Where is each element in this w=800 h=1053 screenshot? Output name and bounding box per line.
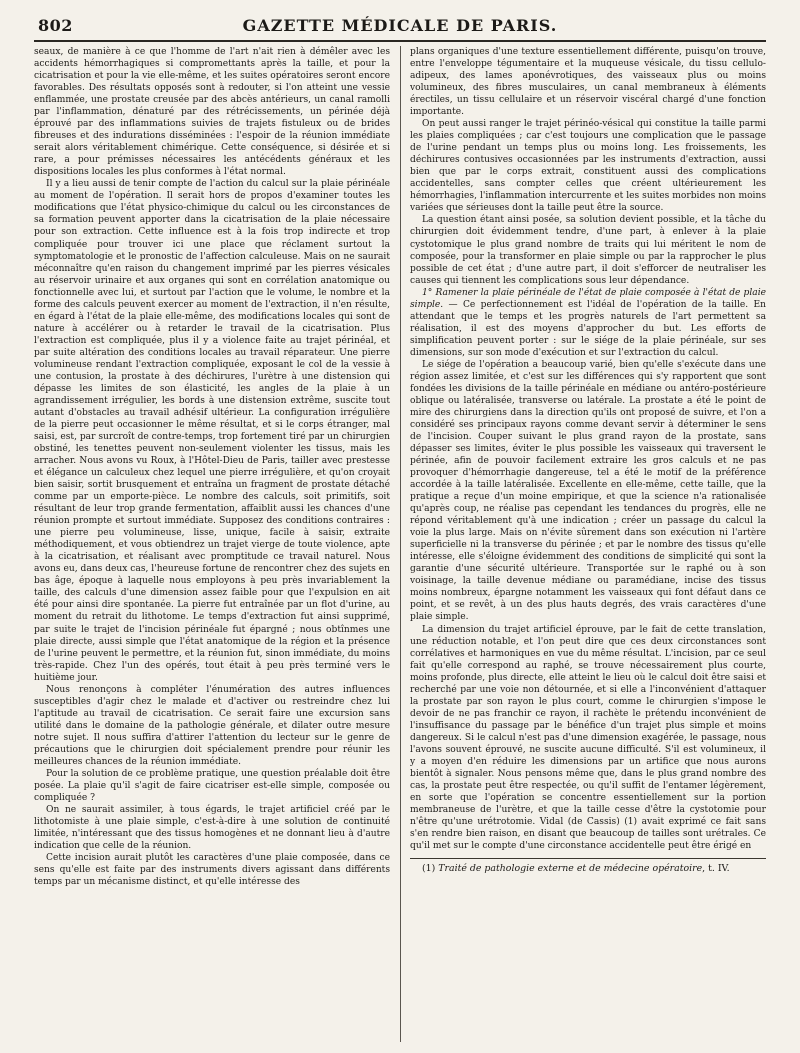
- paragraph: seaux, de manière à ce que l'homme de l'art n'ait rien à démêler avec les accidents hémorrhagiques si compromettants après la taille, et pour la cicatrisation et pour la vie elle-même, et les suites opératoires seront encore favorables. Des résultats opposés sont à redouter, si l'on atteint une vessie enflammée, une prostate creusée par des abcès antérieurs, un canal ramolli par l'inflammation, dénaturé par des rétrécissements, un périnée déjà éprouvé par des inflammations suivies de trajets fistuleux ou de brides fibreuses et des indurations disséminées : l'espoir de la réunion immédiate serait alors véritablement chimérique. Cette conséquence, si désirée et si rare, a pour prémisses nécessaires les antécédents généraux et les dispositions locales les plus conformes à l'état normal.: [34, 47, 390, 178]
- journal-title: GAZETTE MÉDICALE DE PARIS.: [242, 16, 558, 35]
- footnote-divider: [410, 858, 766, 875]
- right-column: [410, 46, 766, 1042]
- footnote: [410, 863, 766, 875]
- page-number: 802: [38, 16, 73, 35]
- paragraph: On ne saurait assimiler, à tous égards, le trajet artificiel créé par le lithotomiste à une plaie simple, c'est-à-dire à une solution de continuité limitée, n'intéressant que des tissus homogènes et ne donnant lieu à d'autre indication que celle de la réunion.: [34, 804, 390, 852]
- footnote-suffix: , t. IV.: [702, 863, 730, 875]
- paragraph: La dimension du trajet artificiel éprouve, par le fait de cette translation, une réduction notable, et l'on peut dire que ces deux circonstances sont corrélatives et harmoniques en vue du même résultat. L'incision, par ce seul fait qu'elle correspond au raphé, se trouve nécessairement plus courte, moins profonde, plus directe, elle atteint le lieu où le calcul doit être saisi et recherché par une voie non détournée, et si elle a l'inconvénient d'attaquer la prostate par son rayon le plus court, comme le chirurgien s'impose le devoir de ne pas franchir ce rayon, il rachète le prétendu inconvénient de l'insuffisance du passage par le bénéfice d'un trajet plus simple et moins dangereux. Si le calcul n'est pas d'une dimension exagérée, le passage, nous l'avons souvent éprouvé, ne suscite aucune difficulté. S'il est volumineux, il y a moyen d'en réduire les dimensions par un artifice que nous aurons bientôt à signaler. Nous pensons même que, dans le plus grand nombre des cas, la prostate peut être respectée, ou qu'il suffit de l'entamer légèrement, en sorte que l'opération se concentre essentiellement sur la portion membraneuse de l'urètre, et que la taille cesse d'être la cystotomie pour n'être qu'une urétrotomie. Vidal (de Cassis) (1) avait exprimé ce fait sans s'en rendre bien raison, en disant que beaucoup de tailles sont urétrales. Ce qu'il met sur le compte d'une circonstance accidentelle peut être érigé en: [410, 624, 766, 852]
- paragraph: La question étant ainsi posée, sa solution devient possible, et la tâche du chirurgien doit évidemment tendre, d'une part, à enlever à la plaie cystotomique le plus grand nombre de traits qui lui méritent le nom de composée, pour la transformer en plaie simple ou par la rapprocher le plus possible de cet état ; d'une autre part, il doit s'efforcer de neutraliser les causes qui tiennent les complications sous leur dépendance.: [410, 215, 766, 286]
- column-divider: [400, 46, 401, 1042]
- text-columns: [34, 46, 766, 1042]
- paragraph: Le siége de l'opération a beaucoup varié, bien qu'elle s'exécute dans une région assez limitée, et c'est sur les différences qui s'y rapportent que sont fondées les divisions de la taille périnéale en médiane ou antéro-postérieure oblique ou latéralisée, transverse ou latérale. La prostate a été le point de mire des chirurgiens dans la direction qu'ils ont proposé de suivre, et l'on a considéré ses principaux rayons comme devant servir à déterminer le sens de l'incision. Couper suivant le plus grand rayon de la prostate, sans dépasser ses limites, éviter le plus possible les vaisseaux qui traversent le périnée, afin de pouvoir facilement extraire les gros calculs et ne pas provoquer d'hémorrhagie dangereuse, tel a été le motif de la préférence accordée à la taille latéralisée. Excellente en elle-même, cette taille, que la pratique a reçue d'un moine empirique, et que la science n'a rationalisée qu'après coup, ne réalise pas cependant les tendances du progrès, elle ne répond véritablement qu'à une indication ; créer un passage du calcul la voie la plus large. Mais on n'évite sûrement dans son exécution ni l'artère superficielle ni la transverse du périnée ; et par le nombre des tissus qu'elle intéresse, elle s'éloigne évidemment des conditions de simplicité qui sont la garantie d'une sécurité ultérieure. Transportée sur le raphé ou à son voisinage, la taille devenue médiane ou paramédiane, incise des tissus moins nombreux, épargne notamment les vaisseaux qui font défaut dans ce point, et se revêt, à un des plus hauts degrés, des vrais caractères d'une plaie simple.: [410, 359, 766, 623]
- paragraph: Il y a lieu aussi de tenir compte de l'action du calcul sur la plaie périnéale au moment de l'opération. Il serait hors de propos d'examiner toutes les modifications que l'état physico-chimique du calcul ou les circonstances de sa formation peuvent apporter dans la cicatrisation de la plaie nécessaire pour son extraction. Cette influence est à la fois trop indirecte et trop compliquée pour trouver ici une place que réclament surtout la symptomatologie et le pronostic de l'affection calculeuse. Mais on ne saurait méconnaître qu'en raison du changement imprimé par les pierres vésicales au réservoir urinaire et aux organes qui sont en corrélation anatomique ou fonctionnelle avec lui, et surtout par l'action que le volume, le nombre et la forme des calculs peuvent exercer au moment de l'extraction, il n'en résulte, en égard à l'état de la plaie elle-même, des modifications locales qui sont de nature à accélérer ou à retarder le travail de la cicatrisation. Plus l'extraction est compliquée, plus il y a violence faite au trajet périnéal, et par suite altération des conditions locales au travail réparateur. Une pierre volumineuse rendant l'extraction compliquée, exposant le col de la vessie à une contusion, la prostate à des déchirures, l'urètre à une distension qui dépasse les limites de son élasticité, les angles de la plaie à un agrandissement irrégulier, les bords à une distension extrême, suscite tout autant d'obstacles au travail adhésif ultérieur. La configuration irrégulière de la pierre peut occasionner le même résultat, et si le corps étranger, mal saisi, est, par surcroît de contre-temps, trop fortement tiré par un chirurgien obstiné, les tenettes peuvent non-seulement violenter les tissus, mais les arracher. Nous avons vu Roux, à l'Hôtel-Dieu de Paris, tailler avec prestesse et élégance un calculeux chez lequel une pierre irrégulière, et qu'on croyait bien saisir, sortit brusquement et entraîna un fragment de prostate détaché comme par un emporte-pièce. Le nombre des calculs, soit primitifs, soit résultant de leur trop grande fermentation, affaiblit aussi les chances d'une réunion prompte et surtout immédiate. Supposez des conditions contraires : une pierre peu volumineuse, lisse, unique, facile à saisir, extraite méthodiquement, et vous obtiendrez un trajet vierge de toute violence, apte à la cicatrisation, et réalisant avec promptitude ce travail naturel. Nous avons eu, dans deux cas, l'heureuse fortune de rencontrer chez des sujets en bas âge, époque à laquelle nous employons à peu près invariablement la taille, des calculs d'une dimension assez faible pour que l'expulsion en ait été pour ainsi dire spontanée. La pierre fut entraînée par un flot d'urine, au moment du retrait du lithotome. Le temps d'extraction fut ainsi supprimé, par suite le trajet de l'incision périnéale fut épargné ; nous obtînmes une plaie directe, aussi simple que l'état anatomique de la région et la présence de l'urine peuvent le permettre, et la réunion fut, sinon immédiate, du moins très-rapide. Chez l'un des opérés, tout était à peu près terminé vers le huitième jour.: [34, 179, 390, 683]
- page-header: [34, 14, 766, 42]
- paragraph: plans organiques d'une texture essentiellement différente, puisqu'on trouve, entre l'enveloppe tégumentaire et la muqueuse vésicale, du tissu cellulo-adipeux, des lames aponévrotiques, des vaisseaux plus ou moins volumineux, des fibres musculaires, un canal membraneux à éléments érectiles, un tissu cellulaire et un réservoir viscéral chargé d'une fonction importante.: [410, 47, 766, 118]
- paragraph: Pour la solution de ce problème pratique, une question préalable doit être posée. La plaie qu'il s'agit de faire cicatriser est-elle simple, composée ou compliquée ?: [34, 768, 390, 803]
- section-paragraph: [410, 287, 766, 359]
- section-text: — Ce perfectionnement est l'idéal de l'opération de la taille. En attendant que le temps et les progrès naturels de l'art permettent sa réalisation, il est des moyens d'approcher du but. Les efforts de simplification peuvent porter : sur le siége de la plaie périnéale, sur ses dimensions, sur son mode d'exécution et sur l'extraction du calcul.: [410, 299, 766, 358]
- section-subheading: 1° Ramener la plaie périnéale de l'état de plaie composée à l'état de plaie simple.: [410, 287, 766, 310]
- paragraph: On peut aussi ranger le trajet périnéo-vésical qui constitue la taille parmi les plaies compliquées ; car c'est toujours une complication que le passage de l'urine pendant un temps plus ou moins long. Les froissements, les déchirures contusives occasionnées par les instruments d'extraction, aussi bien que par le corps extrait, constituent aussi des complications accidentelles, sans compter celles que créent ultérieurement les hémorrhagies, l'inflammation intercurrente et les suites morbides non moins variées que sérieuses dont la taille peut être la source.: [410, 119, 766, 214]
- paragraph: Cette incision aurait plutôt les caractères d'une plaie composée, dans ce sens qu'elle est faite par des instruments divers agissant dans différents temps par un mécanisme distinct, et qu'elle intéresse des: [34, 853, 390, 888]
- left-column: [34, 46, 390, 1042]
- footnote-marker: (1): [422, 863, 439, 875]
- paragraph: Nous renonçons à compléter l'énumération des autres influences susceptibles d'agir chez le malade et d'activer ou restreindre chez lui l'aptitude au travail de cicatrisation. Ce serait faire une excursion sans utilité dans le domaine de la pathologie générale, et dilater outre mesure notre sujet. Il nous suffira d'attirer l'attention du lecteur sur le genre de précautions que le chirurgien doit spécialement prendre pour réunir les meilleures chances de la réunion immédiate.: [34, 684, 390, 767]
- footnote-title: Traité de pathologie externe et de médecine opératoire: [438, 863, 703, 875]
